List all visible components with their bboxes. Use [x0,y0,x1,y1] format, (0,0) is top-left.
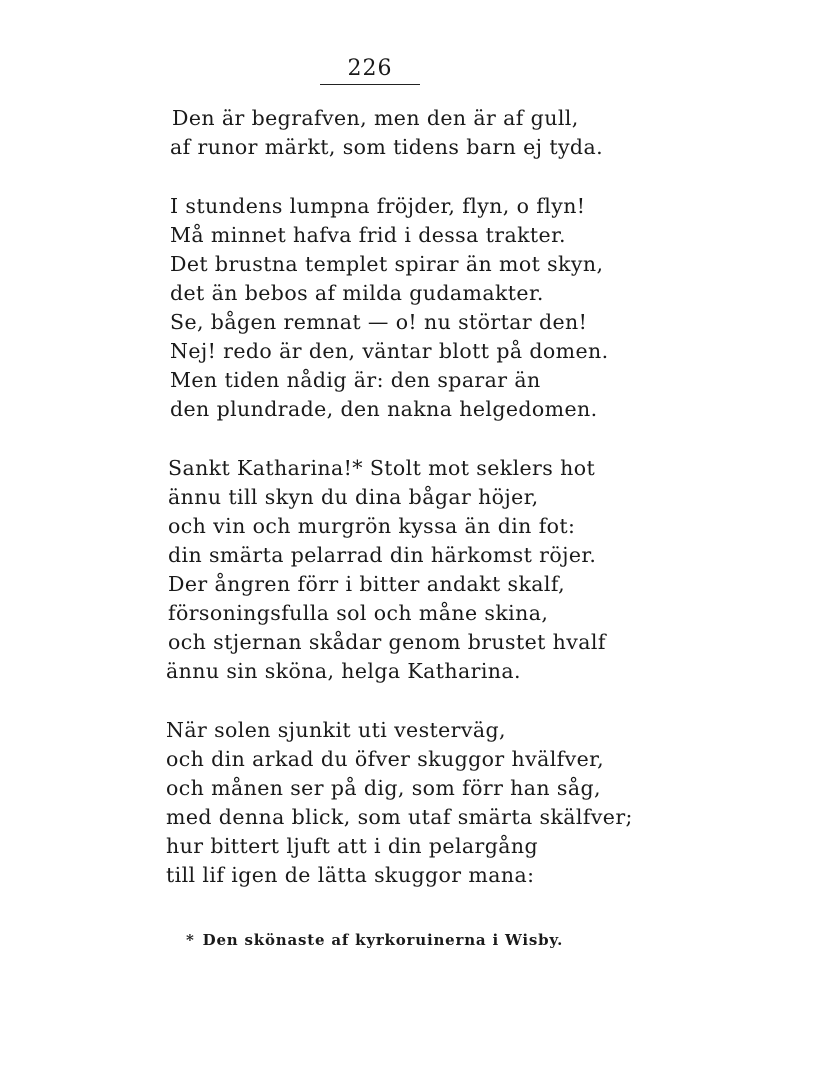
poem-line: Må minnet hafva frid i dessa trakter. [170,223,566,247]
poem-line: försoningsfulla sol och måne skina, [168,601,549,625]
footnote [186,931,563,949]
footnote-mark: * [186,931,195,949]
poem-line: och månen ser på dig, som förr han såg, [166,776,601,800]
poem-line: Den är begrafven, men den är af gull, [172,106,579,130]
poem-line: Se, bågen remnat — o! nu störtar den! [170,310,588,334]
poem-line: af runor märkt, som tidens barn ej tyda. [170,135,603,159]
poem-line: din smärta pelarrad din härkomst röjer. [168,543,597,567]
poem-line: Sankt Katharina!* Stolt mot seklers hot [168,456,596,480]
poem-line: När solen sjunkit uti vesterväg, [166,718,506,742]
poem-line: den plundrade, den nakna helgedomen. [170,397,598,421]
page-number: 226 [347,56,393,81]
poem-line: och stjernan skådar genom brustet hvalf [168,630,606,654]
poem-line: med denna blick, som utaf smärta skälfver; [166,805,633,829]
poem-line: Men tiden nådig är: den sparar än [170,368,541,392]
poem-line: ännu till skyn du dina bågar höjer, [168,485,539,509]
poem-line: ännu sin sköna, helga Katharina. [166,659,521,683]
poem-line: Det brustna templet spirar än mot skyn, [170,252,604,276]
poem-line: och din arkad du öfver skuggor hvälfver, [166,747,605,771]
poem-line: till lif igen de lätta skuggor mana: [166,863,535,887]
poem-line: och vin och murgrön kyssa än din fot: [168,514,576,538]
footnote-text: Den skönaste af kyrkoruinerna i Wisby. [202,931,564,949]
poem-line: Der ångren förr i bitter andakt skalf, [168,572,566,596]
poem-line: I stundens lumpna fröjder, flyn, o flyn! [170,194,586,218]
poem-line: hur bittert ljuft att i din pelargång [166,834,539,858]
page-number-rule [320,84,420,85]
poem-line: det än bebos af milda gudamakter. [170,281,544,305]
poem-line: Nej! redo är den, väntar blott på domen. [170,339,609,363]
